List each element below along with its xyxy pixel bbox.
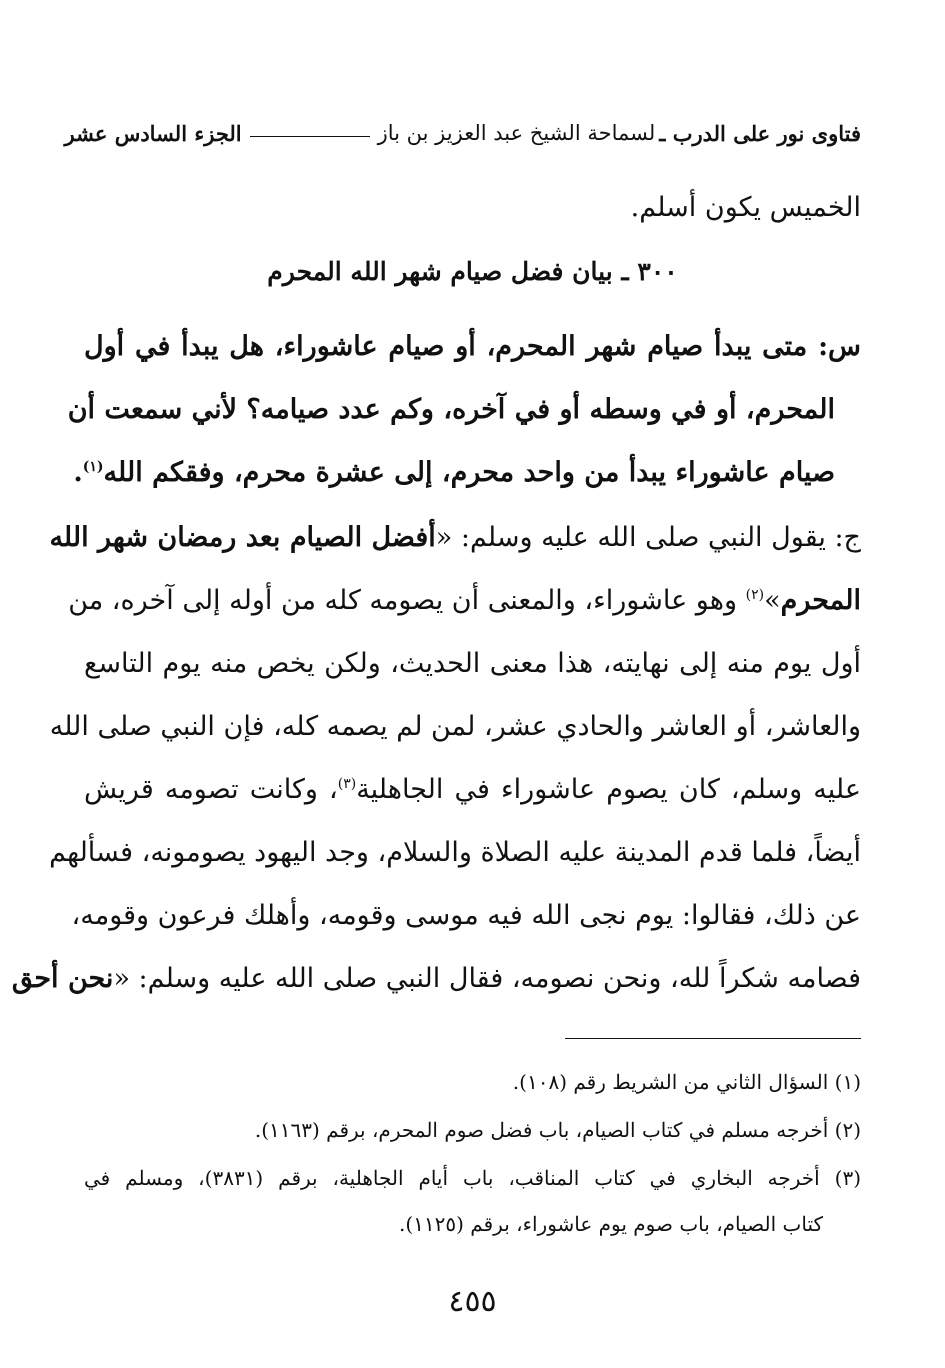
answer-line-2-text: وهو عاشوراء، والمعنى أن يصومه كله من أوله إلى آخره، من	[68, 585, 746, 616]
answer-line-1	[49, 518, 861, 558]
footnote-mark-1: (١)	[82, 459, 104, 475]
footnote-mark-3: (٣)	[337, 776, 357, 792]
question-line-3	[73, 453, 835, 493]
question-line-2: المحرم، أو في وسطه أو في آخره، وكم عدد صيامه؟ لأني سمعت أن	[67, 394, 835, 425]
answer-line-2	[68, 581, 861, 621]
answer-line-5-text-a: عليه وسلم، كان يصوم عاشوراء في الجاهلية	[356, 774, 861, 805]
book-title: فتاوى نور على الدرب ـ	[659, 120, 861, 146]
hadith-quote-end: المحرم	[780, 585, 861, 616]
footnote-3-line-1: (٣) أخرجه البخاري في كتاب المناقب، باب أيام الجاهلية، برقم (٣٨٣١)، ومسلم في	[84, 1166, 861, 1190]
answer-line-1-text: ج: يقول النبي صلى الله عليه وسلم: «	[435, 522, 861, 553]
hadith-quote-2-start: نحن أحق	[11, 963, 114, 994]
page-number: ٤٥٥	[448, 1284, 497, 1319]
footnote-2: (٢) أخرجه مسلم في كتاب الصيام، باب فضل صوم المحرم، برقم (١١٦٣).	[254, 1118, 861, 1142]
footnote-1: (١) السؤال الثاني من الشريط رقم (١٠٨).	[512, 1070, 861, 1094]
answer-line-7: عن ذلك، فقالوا: يوم نجى الله فيه موسى وقومه، وأهلك فرعون وقومه،	[71, 900, 861, 931]
answer-line-5	[84, 770, 861, 810]
header-rule	[250, 136, 370, 137]
hadith-quote-start: أفضل الصيام بعد رمضان شهر الله	[49, 522, 436, 553]
volume-label: الجزء السادس عشر	[64, 120, 242, 146]
section-title: ٣٠٠ ـ بيان فضل صيام شهر الله المحرم	[267, 257, 678, 286]
continuation-line: الخميس يكون أسلم.	[630, 192, 861, 223]
quote-close: »	[764, 585, 781, 616]
footnote-rule	[565, 1038, 861, 1039]
footnote-mark-2: (٢)	[745, 587, 765, 603]
question-line-3-end: .	[73, 457, 83, 488]
question-line-1: س: متى يبدأ صيام شهر المحرم، أو صيام عاشوراء، هل يبدأ في أول	[84, 331, 861, 362]
answer-line-3: أول يوم منه إلى نهايته، هذا معنى الحديث، ولكن يخص منه يوم التاسع	[84, 648, 861, 679]
author-name: لسماحة الشيخ عبد العزيز بن باز	[377, 121, 656, 145]
answer-line-8-text: فصامه شكراً لله، ونحن نصومه، فقال النبي صلى الله عليه وسلم: «	[113, 963, 861, 994]
question-line-3-text: صيام عاشوراء يبدأ من واحد محرم، إلى عشرة محرم، وفقكم الله	[103, 457, 835, 488]
running-header	[64, 113, 861, 153]
answer-line-5-text-b: ، وكانت تصومه قريش	[84, 774, 338, 805]
answer-line-4: والعاشر، أو العاشر والحادي عشر، لمن لم يصمه كله، فإن النبي صلى الله	[49, 711, 861, 742]
header-title-group	[242, 121, 861, 146]
footnote-3-line-2: كتاب الصيام، باب صوم يوم عاشوراء، برقم (١١٢٥).	[398, 1212, 823, 1236]
answer-line-8	[11, 959, 861, 999]
answer-line-6: أيضاً، فلما قدم المدينة عليه الصلاة والسلام، وجد اليهود يصومونه، فسألهم	[49, 837, 861, 868]
